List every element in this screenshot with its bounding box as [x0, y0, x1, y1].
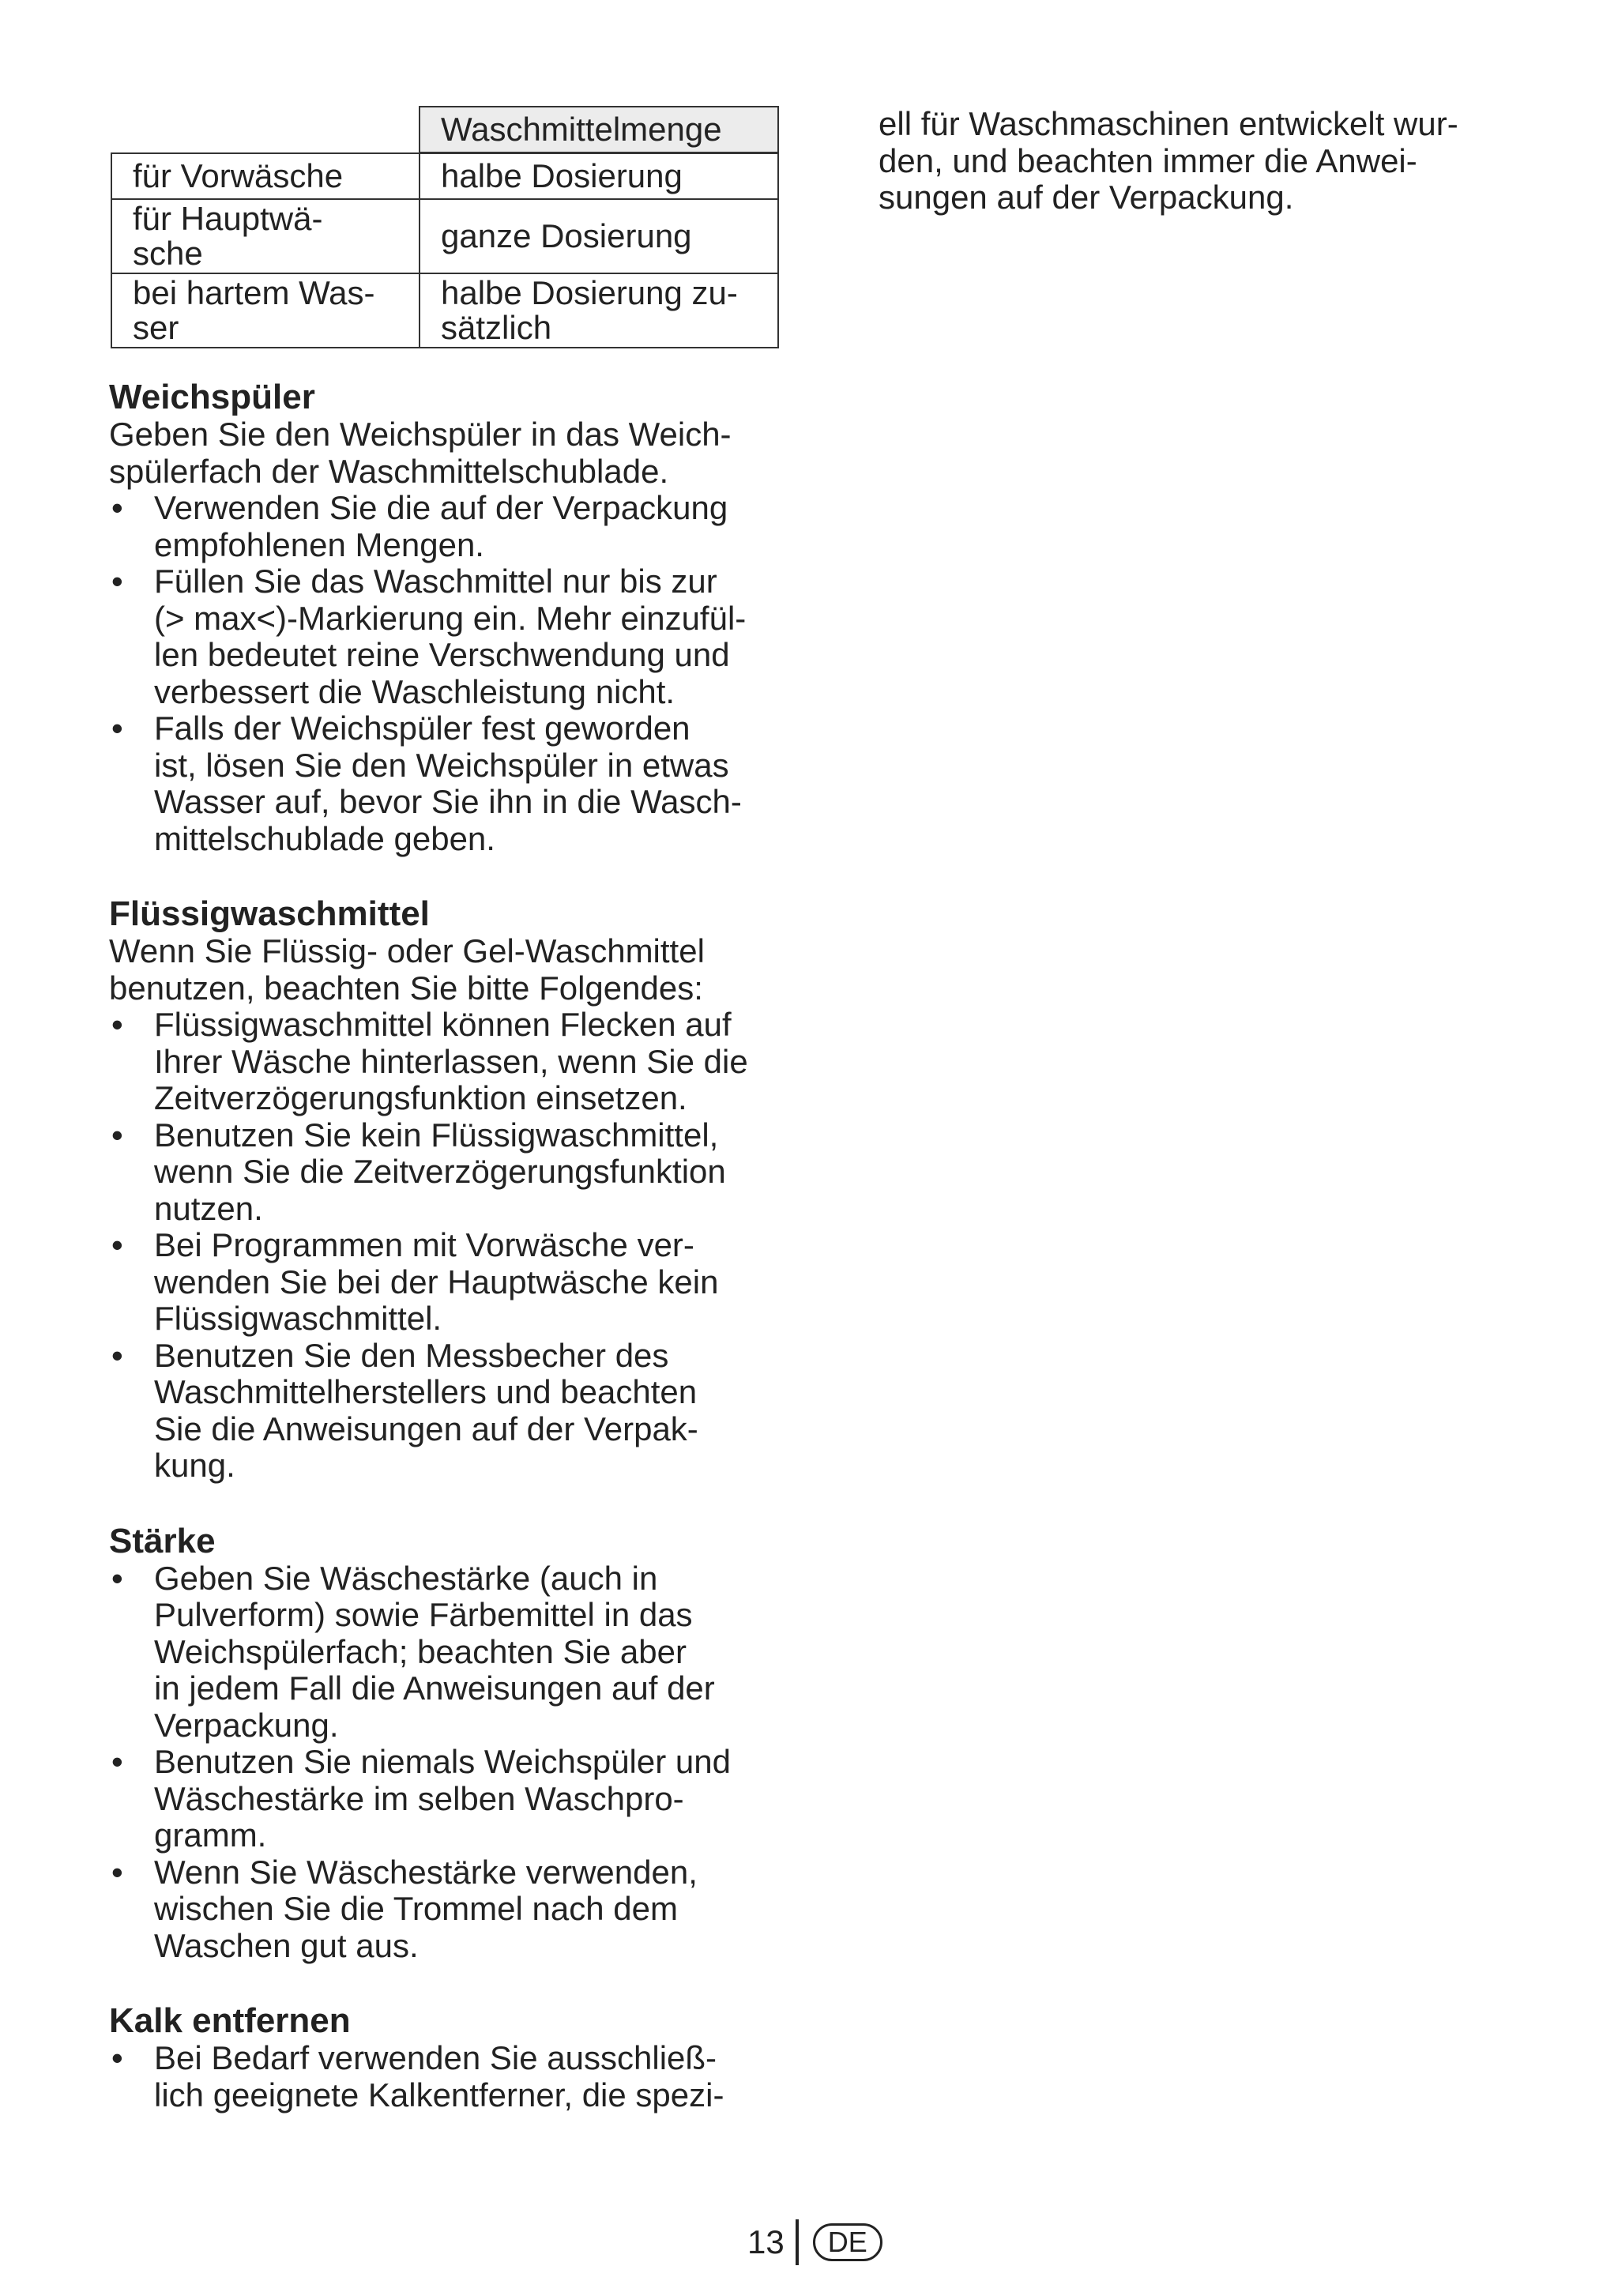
list-item-text: Geben Sie Wäschestärke (auch in Pulverform) sowie Färbemittel in das Weichspülerfach; beachten Sie aber in jedem Fall die Anweisungen auf der Verpackung.: [154, 1559, 715, 1744]
bullet-icon: •: [111, 1336, 123, 1374]
list-item-text: Flüssigwaschmittel können Flecken auf Ihrer Wäsche hinterlassen, wenn Sie die Zeitverzögerungsfunktion einsetzen.: [154, 1006, 748, 1116]
list-item: [109, 1744, 788, 1854]
section-intro: Wenn Sie Flüssig- oder Gel-Waschmittel benutzen, beachten Sie bitte Folgendes:: [109, 932, 705, 1007]
list-item: [109, 2040, 788, 2113]
section-heading: Flüssigwaschmittel: [109, 894, 430, 933]
list-item-text: Falls der Weichspüler fest geworden ist, lösen Sie den Weichspüler in etwas Wasser auf, bevor Sie ihn in die Wasch- mittelschublade geben.: [154, 710, 742, 857]
bullet-icon: •: [111, 1743, 123, 1780]
bullet-icon: •: [111, 710, 123, 747]
list-item-text: Benutzen Sie niemals Weichspüler und Wäschestärke im selben Waschpro- gramm.: [154, 1743, 731, 1854]
bullet-icon: •: [111, 1559, 123, 1597]
section-heading: Stärke: [109, 1521, 216, 1560]
table-row-value: halbe Dosierung zu- sätzlich: [420, 273, 778, 348]
table-row-label: für Hauptwä- sche: [111, 199, 420, 273]
section-intro: Geben Sie den Weichspüler in das Weich- spülerfach der Waschmittelschublade.: [109, 416, 732, 490]
list-item-text: Verwenden Sie die auf der Verpackung empfohlenen Mengen.: [154, 489, 728, 563]
section-weichspueler: [109, 378, 788, 857]
list-item: [109, 563, 788, 710]
bullet-icon: •: [111, 1853, 123, 1891]
list-item: [109, 1117, 788, 1228]
section-fluessigwaschmittel: [109, 895, 788, 1485]
table-row-value: ganze Dosierung: [420, 199, 778, 273]
table-row: [111, 153, 778, 200]
continued-text: ell für Waschmaschinen entwickelt wur- den, und beachten immer die Anwei- sungen auf der Verpackung.: [879, 105, 1458, 216]
footer-divider: [796, 2219, 799, 2265]
list-item: [109, 1854, 788, 1965]
table-header-cell: Waschmittelmenge: [420, 107, 778, 153]
section-kalk-entfernen: [109, 2002, 788, 2113]
section-heading: Weichspüler: [109, 378, 315, 416]
table-row: [111, 199, 778, 273]
detergent-dosage-table: [111, 106, 779, 348]
list-item: [109, 1338, 788, 1485]
bullet-icon: •: [111, 1006, 123, 1043]
table-row-label: für Vorwäsche: [111, 153, 420, 200]
table-row: [111, 273, 778, 348]
list-item: [109, 1560, 788, 1745]
list-item: [109, 710, 788, 857]
list-item-text: Füllen Sie das Waschmittel nur bis zur (> max<)-Markierung ein. Mehr einzufül- len bedeutet reine Verschwendung und verbessert die Waschleistung nicht.: [154, 563, 747, 710]
list-item-text: Benutzen Sie den Messbecher des Waschmittelherstellers und beachten Sie die Anweisungen auf der Verpak- kung.: [154, 1336, 698, 1484]
language-badge: DE: [813, 2223, 882, 2261]
list-item-text: Bei Programmen mit Vorwäsche ver- wenden Sie bei der Hauptwäsche kein Flüssigwaschmittel.: [154, 1226, 719, 1337]
section-heading: Kalk entfernen: [109, 2001, 351, 2040]
list-item-text: Bei Bedarf verwenden Sie ausschließ- lich geeignete Kalkentferner, die spezi-: [154, 2039, 724, 2113]
list-item: [109, 490, 788, 563]
right-column: [879, 106, 1526, 216]
table-row-label: bei hartem Was- ser: [111, 273, 420, 348]
list-item: [109, 1007, 788, 1117]
bullet-list: [109, 1007, 788, 1485]
table-header-row: [111, 107, 778, 153]
table-row-value: halbe Dosierung: [420, 153, 778, 200]
bullet-icon: •: [111, 2039, 123, 2076]
page-footer: [747, 2220, 882, 2264]
table-empty-corner: [111, 107, 420, 153]
bullet-list: [109, 2040, 788, 2113]
list-item: [109, 1227, 788, 1338]
bullet-icon: •: [111, 1116, 123, 1154]
bullet-icon: •: [111, 489, 123, 526]
bullet-list: [109, 1560, 788, 1965]
list-item-text: Benutzen Sie kein Flüssigwaschmittel, wenn Sie die Zeitverzögerungsfunktion nutzen.: [154, 1116, 726, 1227]
section-staerke: [109, 1523, 788, 1965]
bullet-icon: •: [111, 563, 123, 600]
bullet-list: [109, 490, 788, 857]
page-number: 13: [747, 2223, 785, 2260]
list-item-text: Wenn Sie Wäschestärke verwenden, wischen Sie die Trommel nach dem Waschen gut aus.: [154, 1853, 698, 1964]
bullet-icon: •: [111, 1226, 123, 1263]
left-column: [109, 106, 788, 2113]
